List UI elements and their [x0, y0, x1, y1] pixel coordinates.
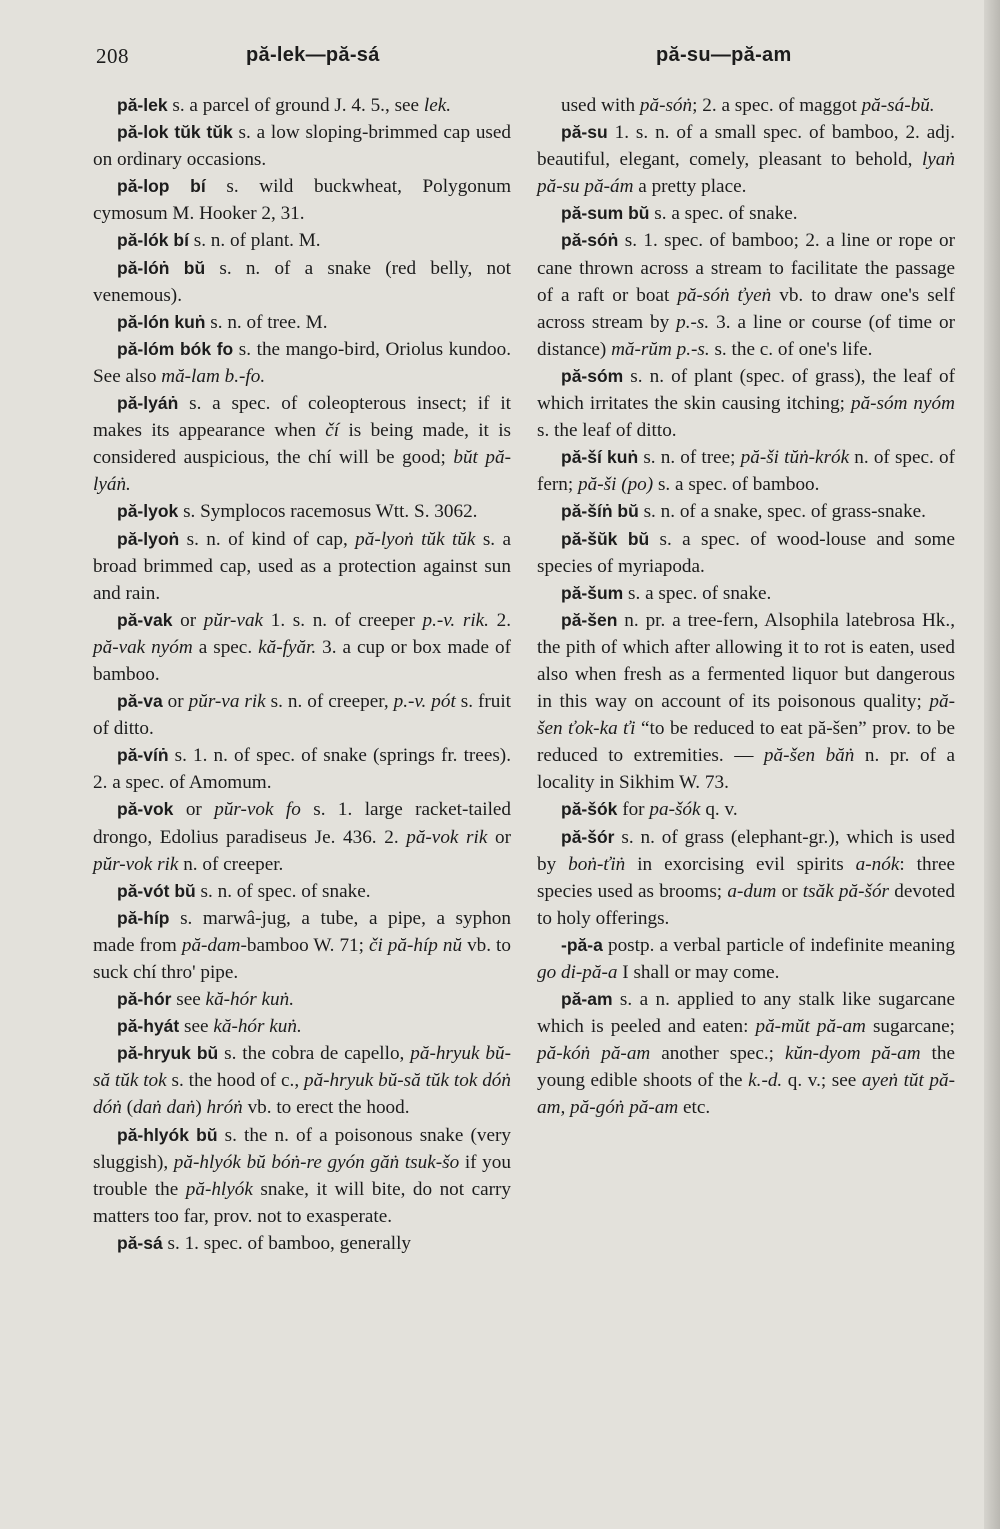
- definition-text: 3. a line or course (of time or distance): [537, 311, 955, 360]
- definition-text: s. a spec. of wood-louse and some species of myriapoda.: [537, 528, 955, 577]
- definition-text: s. n. of creeper,: [265, 691, 394, 713]
- italic-term: daṅ daṅ: [132, 1097, 196, 1119]
- definition-text: or: [173, 799, 215, 821]
- italic-term: pă-ši (po): [578, 474, 654, 496]
- dictionary-entry: [537, 200, 955, 227]
- definition-text: s. 1. large racket-tailed drongo, Edolius paradiseus Je. 436. 2.: [93, 799, 512, 848]
- definition-text: if you trouble the: [93, 1151, 511, 1200]
- definition-text: devoted to holy offerings.: [537, 880, 955, 929]
- headword: pă-lyáṅ: [117, 393, 179, 414]
- definition-text: s. a spec. of coleopterous insect; if it makes its appearance when: [93, 393, 511, 442]
- italic-term: kă-fyăr.: [258, 636, 317, 658]
- definition-text: ; 2. a spec. of maggot: [692, 95, 862, 116]
- italic-term: či pă-híp nŭ: [368, 934, 463, 956]
- dictionary-entry: [537, 986, 955, 1121]
- italic-term: boṅ-ťiṅ: [568, 853, 626, 875]
- italic-term: pă-lyoṅ tŭk tŭk: [355, 528, 476, 550]
- italic-term: tsăk pă-šór: [802, 880, 890, 902]
- headword: pă-šen: [561, 609, 618, 630]
- definition-text: s. n. of plant. M.: [188, 230, 321, 252]
- definition-text: n. of creeper.: [178, 853, 284, 875]
- definition-text: n. pr. of a locality in Sikhim W. 73.: [537, 745, 955, 794]
- headword: pă-víṅ: [117, 745, 169, 766]
- running-head-left: pă-lek—pă-sá: [246, 44, 380, 66]
- italic-term: pă-šen ťok-ka ťi: [537, 691, 955, 740]
- headword: pă-sum bŭ: [561, 203, 650, 224]
- dictionary-entry: [93, 173, 511, 227]
- italic-term: pă-ši tŭṅ-krók: [740, 447, 850, 469]
- dictionary-entry: [93, 607, 511, 688]
- definition-text: s. the leaf of ditto.: [537, 420, 677, 442]
- definition-text: in exorcising evil spirits: [625, 853, 856, 875]
- italic-term: pă-kóṅ pă-am: [537, 1043, 651, 1065]
- definition-text: s. 1. spec. of bamboo; 2. a line or rope or cane thrown across a stream to facilitate the passage of a raft or boat: [537, 230, 955, 306]
- italic-term: pa-šók: [649, 799, 701, 821]
- italic-term: kă-hór kuṅ.: [213, 1016, 302, 1038]
- definition-text: s. a parcel of ground J. 4. 5., see: [167, 95, 424, 116]
- italic-term: pă-vok rik: [406, 826, 488, 848]
- definition-text: 3. a cup or box made of bamboo.: [93, 636, 511, 685]
- italic-term: pă-vak nyóm: [93, 636, 193, 658]
- headword: pă-am: [561, 989, 613, 1010]
- italic-term: lyaṅ pă-su pă-ám: [537, 149, 955, 198]
- dictionary-entry: [93, 255, 511, 309]
- definition-text: s. n. of grass (elephant-gr.), which is used by: [537, 826, 955, 875]
- headword: pă-híp: [117, 907, 170, 928]
- headword: pă-šók: [561, 799, 618, 820]
- definition-text: s. 1. spec. of bamboo, generally: [162, 1232, 412, 1254]
- definition-text: : three species used as brooms;: [537, 853, 955, 902]
- dictionary-entry: [93, 1013, 511, 1040]
- italic-term: pă-šen băṅ: [763, 745, 855, 767]
- italic-term: mă-lam b.-fo.: [161, 365, 266, 387]
- definition-text: s. n. of a snake (red belly, not venemous).: [93, 257, 512, 306]
- dictionary-entry: [93, 905, 511, 986]
- definition-text: postp. a verbal particle of indefinite meaning: [602, 934, 955, 956]
- definition-text: snake, it will bite, do not carry matters too far, prov. not to exasperate.: [93, 1178, 511, 1227]
- definition-text: I shall or may come.: [617, 962, 780, 983]
- definition-text: s. wild buckwheat, Polygonum cymosum M. Hooker 2, 31.: [93, 176, 511, 225]
- definition-text: s. Symplocos racemosus Wtt. S. 3062.: [178, 501, 478, 523]
- italic-term: pă-hlyók bŭ bóṅ-re gyón găṅ tsuk-šo: [173, 1151, 460, 1173]
- headword: pă-lók bí: [117, 230, 189, 251]
- definition-text: vb. to draw one's self across stream by: [537, 284, 955, 333]
- left-column: [93, 92, 511, 1257]
- running-head-right: pă-su—pă-am: [656, 44, 792, 66]
- italic-term: pă-sóm nyóm: [850, 393, 955, 415]
- italic-term: kŭn-dyom pă-am: [784, 1043, 921, 1065]
- definition-text: s. n. of tree;: [638, 447, 741, 469]
- definition-text: or: [487, 826, 511, 848]
- headword: -pă-a: [561, 934, 603, 955]
- italic-term: pă-sóṅ: [639, 95, 693, 116]
- italic-term: p.-v. rik.: [422, 609, 489, 631]
- definition-text: s. a low sloping-brimmed cap used on ordinary occasions.: [93, 122, 511, 171]
- headword: pă-šum: [561, 582, 624, 603]
- definition-text: for: [617, 799, 650, 821]
- definition-text: s. n. of spec. of snake.: [195, 880, 371, 902]
- dictionary-entry: [93, 1230, 511, 1257]
- definition-text: used with: [561, 95, 640, 116]
- dictionary-entry: [93, 336, 511, 390]
- dictionary-entry: [93, 498, 511, 525]
- dictionary-entry: [537, 580, 955, 607]
- italic-term: mă-rŭm p.-s.: [611, 338, 710, 360]
- definition-text: s. the mango-bird, Oriolus kundoo. See also: [93, 338, 511, 387]
- definition-text: a pretty place.: [633, 176, 747, 198]
- dictionary-entry: [537, 363, 955, 444]
- italic-term: pă-mŭt pă-am: [755, 1016, 866, 1038]
- dictionary-entry: [93, 986, 511, 1013]
- definition-text: see: [171, 989, 206, 1011]
- dictionary-entry: [537, 932, 955, 986]
- dictionary-entry: [93, 742, 511, 796]
- dictionary-entry: [537, 444, 955, 498]
- definition-text: s. the n. of a poisonous snake (very sluggish),: [93, 1124, 511, 1173]
- headword: pă-lyok: [117, 501, 179, 522]
- italic-term: pŭr-vok fo: [214, 799, 301, 821]
- headword: pă-šŭk bŭ: [561, 528, 650, 549]
- italic-term: p.-v. pót: [393, 691, 456, 713]
- headword: pă-vót bŭ: [117, 880, 196, 901]
- definition-text: q. v.; see: [782, 1070, 862, 1092]
- dictionary-entry: [93, 227, 511, 254]
- definition-text: s. a broad brimmed cap, used as a protection against sun and rain.: [93, 528, 511, 604]
- definition-text: sugarcane;: [865, 1016, 955, 1038]
- definition-text: s. a n. applied to any stalk like sugarcane which is peeled and eaten:: [537, 989, 955, 1038]
- dictionary-entry: [537, 607, 955, 797]
- headword: pă-lóṅ bŭ: [117, 257, 206, 278]
- headword: pă-vok: [117, 799, 174, 820]
- definition-text: s. the hood of c.,: [166, 1070, 304, 1092]
- definition-text: vb. to suck chí thro' pipe.: [93, 934, 511, 983]
- dictionary-entry: [93, 688, 511, 742]
- italic-term: a-nók: [855, 853, 900, 875]
- definition-text: or: [162, 691, 189, 713]
- dictionary-entry: [93, 796, 511, 877]
- page-number: 208: [96, 44, 129, 68]
- definition-text: s. n. of tree. M.: [205, 311, 328, 333]
- definition-text: s. n. of kind of cap,: [179, 528, 356, 550]
- dictionary-entry: [93, 119, 511, 173]
- headword: pă-lóm bók fo: [117, 338, 234, 359]
- definition-text: s. n. of a snake, spec. of grass-snake.: [638, 501, 926, 523]
- dictionary-entry: [93, 390, 511, 498]
- headword: pă-vak: [117, 609, 173, 630]
- italic-term: pă-sóṅ ťyeṅ: [677, 284, 772, 306]
- definition-text: s. the c. of one's life.: [709, 338, 873, 360]
- right-column: [537, 92, 955, 1122]
- headword: pă-sá: [117, 1232, 163, 1253]
- definition-text: n. of spec. of fern;: [537, 447, 955, 496]
- italic-term: pă-hryuk bŭ-să tŭk tok: [93, 1043, 511, 1092]
- definition-text: n. pr. a tree-fern, Alsophila latebrosa Hk., the pith of which after allowing it to rot is eaten, used also when fresh as a fermented liquor but dangerous in this way on account of its poisonous quality;: [537, 609, 955, 713]
- definition-text: or: [776, 880, 803, 902]
- headword: pă-šíṅ bŭ: [561, 501, 639, 522]
- italic-term: ayeṅ tŭt pă-am, pă-góṅ pă-am: [537, 1070, 955, 1119]
- headword: pă-hór: [117, 989, 172, 1010]
- definition-text: s. n. of plant (spec. of grass), the leaf of which irritates the skin causing itching;: [537, 365, 955, 415]
- definition-text: or: [172, 609, 204, 631]
- definition-text: s. a spec. of bamboo.: [653, 474, 820, 496]
- headword: pă-šór: [561, 826, 615, 847]
- italic-term: go di-pă-a: [537, 962, 618, 983]
- italic-term: čí: [325, 420, 340, 442]
- headword: pă-va: [117, 691, 163, 712]
- italic-term: pŭr-va rik: [188, 691, 266, 713]
- definition-text: another spec.;: [650, 1043, 785, 1065]
- italic-term: bŭt pă-lyáṅ.: [93, 447, 511, 496]
- italic-term: pŭr-vak: [203, 609, 264, 631]
- definition-text: 1. s. n. of a small spec. of bamboo, 2. adj. beautiful, elegant, comely, pleasant to behold,: [537, 122, 955, 171]
- definition-text: etc.: [678, 1097, 711, 1119]
- definition-text: s. a spec. of snake.: [649, 203, 798, 225]
- headword: pă-hlyók bŭ: [117, 1124, 218, 1145]
- page-header: [0, 44, 1000, 80]
- definition-text: 2.: [488, 609, 512, 631]
- page-edge: [984, 0, 1000, 1529]
- definition-text: “to be reduced to eat pă-šen” prov. to be reduced to extremities. —: [537, 718, 955, 767]
- definition-text: q. v.: [700, 799, 738, 821]
- dictionary-entry: [537, 227, 955, 362]
- definition-text: see: [179, 1016, 214, 1038]
- italic-term: pă-sá-bŭ.: [861, 95, 935, 116]
- dictionary-entry: [537, 796, 955, 823]
- definition-text: s. fruit of ditto.: [93, 691, 512, 740]
- headword: pă-hyát: [117, 1016, 180, 1037]
- dictionary-entry: [537, 824, 955, 932]
- italic-term: kă-hór kuṅ.: [205, 989, 294, 1011]
- dictionary-entry: [537, 526, 955, 580]
- headword: pă-ší kuṅ: [561, 447, 639, 468]
- dictionary-entry: [93, 309, 511, 336]
- definition-text: (: [121, 1097, 133, 1119]
- definition-text: a spec.: [192, 636, 259, 658]
- dictionary-entry: [93, 1040, 511, 1121]
- definition-text: is being made, it is considered auspicious, the chí will be good;: [93, 420, 511, 469]
- definition-text: vb. to erect the hood.: [242, 1097, 410, 1119]
- headword: pă-sóṅ: [561, 230, 619, 251]
- headword: pă-lop bí: [117, 176, 206, 197]
- headword: pă-lek: [117, 95, 168, 115]
- dictionary-entry: [537, 498, 955, 525]
- definition-text: s. the cobra de capello,: [218, 1043, 411, 1065]
- dictionary-entry: [93, 878, 511, 905]
- dictionary-entry: [537, 92, 955, 119]
- dictionary-entry: [93, 1122, 511, 1230]
- headword: pă-hryuk bŭ: [117, 1043, 219, 1064]
- italic-term: lek.: [423, 95, 452, 116]
- italic-term: pă-hryuk bŭ-să tŭk tok dóṅ dóṅ: [93, 1070, 511, 1119]
- headword: pă-lón kuṅ: [117, 311, 206, 332]
- italic-term: pŭr-vok rik: [93, 853, 179, 875]
- definition-text: 1. s. n. of creeper: [263, 609, 423, 631]
- headword: pă-lok tŭk tŭk: [117, 122, 233, 143]
- dictionary-entry: [537, 119, 955, 200]
- definition-text: ): [195, 1097, 207, 1119]
- italic-term: pă-hlyók: [185, 1178, 253, 1200]
- italic-term: k.-d.: [748, 1070, 783, 1092]
- headword: pă-su: [561, 122, 608, 143]
- headword: pă-lyoṅ: [117, 528, 180, 549]
- italic-term: hróṅ: [206, 1097, 243, 1119]
- definition-text: s. a spec. of snake.: [623, 582, 772, 604]
- dictionary-entry: [93, 92, 511, 119]
- italic-term: pă-dam: [181, 934, 241, 956]
- italic-term: p.-s.: [676, 311, 710, 333]
- definition-text: s. 1. n. of spec. of snake (springs fr. trees). 2. a spec. of Amomum.: [93, 745, 511, 794]
- italic-term: a-dum: [727, 880, 777, 902]
- definition-text: the young edible shoots of the: [537, 1043, 955, 1092]
- definition-text: s. marwâ-jug, a tube, a pipe, a syphon made from: [93, 907, 511, 956]
- headword: pă-sóm: [561, 365, 624, 386]
- dictionary-entry: [93, 526, 511, 607]
- definition-text: -bamboo W. 71;: [240, 934, 369, 956]
